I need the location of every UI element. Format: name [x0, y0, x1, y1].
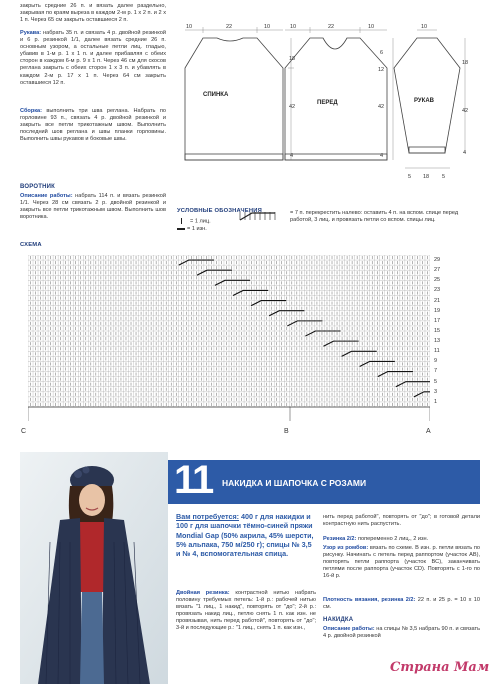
- spinka-label: СПИНКА: [203, 92, 229, 98]
- legend-purl: = 1 изн.: [177, 226, 207, 233]
- sborka-instructions: [20, 108, 166, 143]
- purl-symbol: [177, 228, 185, 230]
- row-label: 11: [434, 348, 440, 355]
- spinka-outline: [185, 38, 283, 160]
- dvoynaya-block: [176, 590, 316, 633]
- schema-letter-c: C: [21, 428, 27, 435]
- rukav-label: РУКАВ: [414, 98, 434, 104]
- row-label: 15: [434, 327, 441, 334]
- section-number: 11: [174, 458, 213, 502]
- rezinka22-text: попеременно 2 лиц., 2 изн.: [357, 536, 429, 542]
- rukav-hem: [409, 147, 445, 153]
- rukav-dim-bottom-1: 5: [408, 174, 412, 180]
- knit-symbol: [181, 218, 182, 224]
- row-label: 19: [434, 307, 441, 314]
- row-label: 9: [434, 358, 438, 365]
- row-label: 23: [434, 287, 441, 294]
- vorotnik-label: Описание работы:: [20, 193, 73, 199]
- spinka-dim-right-3: 4: [290, 153, 294, 159]
- legend-cable: = 7 п. перекрестить налево: оставить 4 п. на вспом. спице перед работой, 3 лиц. и провязать петли со вспом. спицы лиц.: [290, 210, 459, 224]
- section-markers: [28, 407, 430, 421]
- rezinka22-block: [323, 536, 480, 543]
- materials-block: [176, 512, 316, 558]
- uzor-label: Узор из ромбов:: [323, 545, 369, 551]
- rukava-instructions: [20, 30, 166, 87]
- spinka-dim-top-3: 10: [264, 24, 271, 30]
- rukav-dim-top: 10: [421, 24, 428, 30]
- rukav-dim-right-1: 18: [462, 60, 469, 66]
- uzor-block: [323, 545, 480, 580]
- nakidka-label: Описание работы:: [323, 626, 375, 632]
- nakidka-title: НАКИДКА: [323, 617, 354, 623]
- vorotnik-instructions: [20, 193, 166, 221]
- uzor-text: вязать по схеме. В изн. р. петли вязать по рисунку. Начинать с петель перед раппортом (участок AB), повторять петли раппорта (участок BC), заканчивать петлями после раппорта (участок CD). Повторять с 1-го по 16-й р.: [323, 545, 480, 580]
- spinka-dim-right-1: 18: [289, 56, 296, 62]
- col2-intro: нить перед работой", повторять от "до"; в готовой детали контрастную нить распустить.: [323, 514, 480, 528]
- plotnost-label: Плотность вязания, резинка 2/2:: [323, 597, 416, 603]
- section-title: НАКИДКА И ШАПОЧКА С РОЗАМИ: [222, 478, 367, 488]
- rezinka22-label: Резинка 2/2:: [323, 536, 357, 542]
- row-label: 5: [434, 378, 438, 385]
- sborka-label: Сборка:: [20, 108, 43, 114]
- materials-text: 400 г для накидки и 100 г для шапочки тёмно-синей пряжи Mondial Gap (50% акрила, 45% шерсти, 5% альпака, 750 м/250 г); спицы № 3,5 и № 4, вспомогательная спица.: [176, 512, 314, 559]
- pered-outline: [285, 38, 387, 160]
- paragraph-continuation: закрыть средние 26 п. и вязать далее раздельно, закрывая по краям выреза в каждом 2-м р. 1 х 2 п. и 2 х 1 п. Через 65 см закрыть оставшиеся 2 п.: [20, 3, 166, 24]
- rukava-label: Рукава:: [20, 30, 42, 36]
- pered-dim-right-4: 4: [380, 153, 384, 159]
- model-photo: [20, 452, 168, 684]
- row-label: 27: [434, 267, 441, 274]
- row-label: 1: [434, 398, 438, 405]
- plotnost-text: 22 п. и 25 р. = 10 х 10 см.: [323, 597, 481, 611]
- row-label: 13: [434, 338, 441, 345]
- schema-letter-a: A: [426, 428, 431, 435]
- pered-dim-top-3: 10: [368, 24, 375, 30]
- pered-dim-right-3: 42: [378, 104, 385, 110]
- pered-dim-top-2: 22: [328, 24, 335, 30]
- spinka-dim-right-2: 42: [289, 104, 296, 110]
- vorotnik-text: набрать 114 п. и вязать резинкой 1/1. Через 28 см связать 2 р. двойной резинкой и закрыть все петли трикотажным швом. Выполнить шов воротника.: [20, 193, 167, 221]
- row-label: 25: [434, 277, 441, 284]
- pered-dim-right-2: 12: [378, 67, 385, 73]
- spinka-dim-top-1: 10: [186, 24, 193, 30]
- cable-symbol: [238, 210, 288, 222]
- materials-label: Вам потребуется:: [176, 512, 240, 521]
- rukav-dim-right-2: 42: [462, 108, 469, 114]
- legend-title: УСЛОВНЫЕ ОБОЗНАЧЕНИЯ: [177, 208, 262, 214]
- grid-lines: [28, 255, 430, 407]
- plotnost-block: [323, 597, 480, 611]
- legend-knit: = 1 лиц.: [177, 218, 211, 226]
- nakidka-block: [323, 626, 480, 640]
- pered-dim-right-1: 6: [380, 50, 384, 56]
- row-label: 17: [434, 317, 441, 324]
- row-label: 3: [434, 388, 438, 395]
- row-label: 7: [434, 368, 438, 375]
- model-illustration: [20, 452, 168, 684]
- dvoynaya-text: контрастной нитью набрать половину требуемых петель: 1-й р.: рабочей нитью вязать "1 лиц., 1 накид", повторять от "до"; 2-й р.: провязать накид лиц., петлю снять 1 п. как изн. не провязывая, нить перед работой", повторять от "до"; 3-й и последующие р.: "1 лиц., снять 1 п. как изн.,: [176, 590, 317, 632]
- spinka-hem: [185, 154, 283, 160]
- rukav-dim-bottom-3: 5: [442, 174, 446, 180]
- schema-letter-b: B: [284, 428, 289, 435]
- rukava-text: набрать 35 п. и связать 4 р. двойной резинкой и 6 р. резинкой 1/1, далее вязать средние 26 п. основным узором, а остальные петли лиц. гладью, убавив в 1-м р. 1 х 1 п. и далее прибавляя с обеих сторон в каждом 6-м р. 9 х 1 п. Через 46 см для скосов реглана закрыть с обеих сторон 1 х 3 п. и убавлять в каждом 2-м р. 17 х 1 п. Через 64 см закрыть оставшиеся 12 п.: [20, 30, 166, 86]
- dvoynaya-label: Двойная резинка:: [176, 590, 230, 596]
- watermark-logo: Страна Мам: [390, 660, 490, 675]
- schema-chart: [28, 255, 430, 423]
- spinka-dim-top-2: 22: [226, 24, 233, 30]
- rukav-dim-right-3: 4: [463, 150, 467, 156]
- pered-hem: [285, 154, 387, 160]
- row-label: 29: [434, 257, 441, 263]
- rukav-dim-bottom-2: 18: [423, 174, 430, 180]
- nakidka-text: на спицы № 3,5 набрать 90 п. и связать 4 р. двойной резинкой: [323, 626, 480, 640]
- pered-label: ПЕРЕД: [317, 100, 338, 106]
- text-block-top: [20, 3, 166, 24]
- row-label: 21: [434, 297, 441, 304]
- schema-title: СХЕМА: [20, 242, 42, 248]
- vorotnik-title: ВОРОТНИК: [20, 184, 56, 190]
- rukav-outline: [394, 38, 460, 153]
- sborka-text: выполнить три шва реглана. Набрать по горловине 93 п., связать 4 р. двойной резинкой и закрыть все петли трикотажным швом. Выполнить последний шов реглана и швы планки горловины. Выполнить швы рукавов и боковые швы.: [20, 108, 166, 143]
- pered-dim-top-1: 10: [290, 24, 297, 30]
